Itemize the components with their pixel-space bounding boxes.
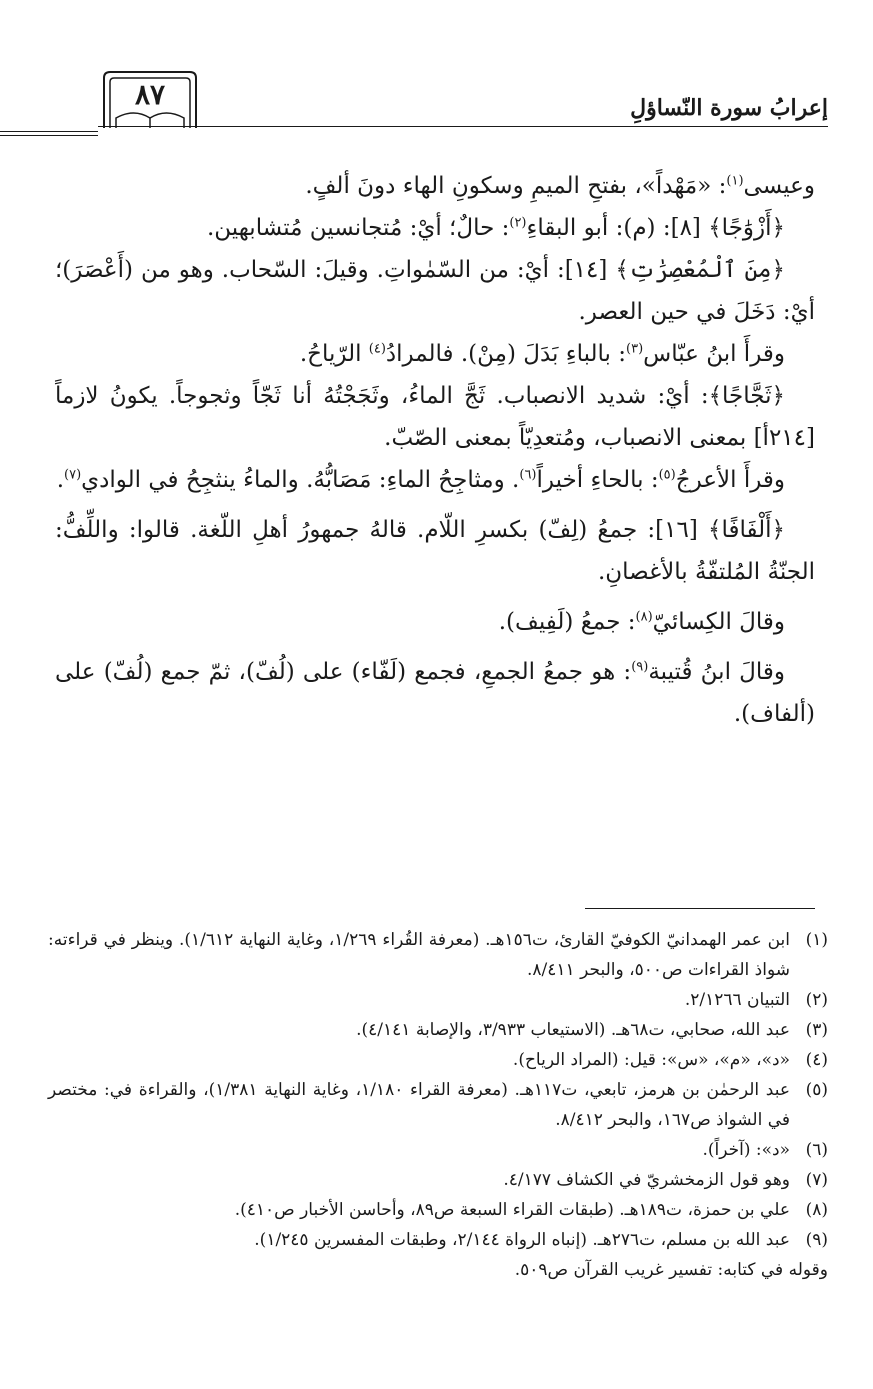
- footnote-number: (٩): [805, 1230, 828, 1250]
- text: وقرأَ ابنُ عبّاس: [643, 341, 785, 367]
- footnote-separator: [585, 908, 815, 909]
- footnote-ref: (٦): [519, 467, 537, 483]
- text: . ومثاجِحُ الماءِ: مَصَابُّهُ. والماءُ ينثجِحُ في الوادي: [81, 467, 520, 493]
- text: الرّياحُ.: [299, 341, 369, 367]
- page-number-frame: [100, 68, 200, 130]
- footnote-ref: (٨): [635, 609, 653, 625]
- footnote-7: [48, 1165, 828, 1195]
- footnote-number: (٢): [805, 990, 828, 1010]
- footnote-ref: (٣): [626, 341, 644, 357]
- paragraph-2: [55, 207, 815, 249]
- header-rule: [98, 126, 828, 127]
- footnote-ref: (٢): [509, 215, 527, 231]
- text: ﴿أَزْوَٰجًا﴾ [٨]: (م): أبو البقاءِ: [526, 215, 785, 241]
- paragraph-9: [55, 651, 815, 735]
- text: .: [56, 467, 65, 493]
- footnote-ref: (٥): [658, 467, 676, 483]
- text: : «مَهْداً»، بفتحِ الميمِ وسكونِ الهاء دونَ ألفٍ.: [305, 173, 727, 199]
- footnote-number: (٦): [805, 1140, 828, 1160]
- footnote-number: (٥): [805, 1080, 828, 1100]
- footnotes: [48, 925, 828, 1285]
- footnote-ref: (٩): [631, 659, 649, 675]
- footnote-number: (٣): [805, 1020, 828, 1040]
- footnote-text: ابن عمر الهمدانيّ الكوفيّ القارئ، ت١٥٦هـ. (معرفة القُراء ١/٢٦٩، وغاية النهاية ١/٦١٢). وينظر في قراءته: شواذ القراءات ص٥٠٠، والبحر ٨/٤١١.: [48, 930, 790, 980]
- text: وعيسى: [743, 173, 815, 199]
- text: وقالَ ابنُ قُتيبة: [648, 659, 786, 685]
- paragraph-8: [55, 601, 815, 643]
- footnote-text: عبد الله، صحابي، ت٦٨هـ. (الاستيعاب ٣/٩٣٣، والإصابة ٤/١٤١).: [356, 1020, 790, 1040]
- footnote-6: [48, 1135, 828, 1165]
- text: : بالباءِ بَدَلَ (مِنْ). فالمرادُ: [385, 341, 626, 367]
- footnote-5: [48, 1075, 828, 1135]
- page-number: ٨٧: [134, 78, 166, 111]
- footnote-ref: (١): [726, 173, 744, 189]
- footnote-number: (٤): [805, 1050, 828, 1070]
- footnote-9: [48, 1225, 828, 1255]
- paragraph-1: [55, 165, 815, 207]
- footnote-2: [48, 985, 828, 1015]
- text: ﴿أَلْفَافًا﴾ [١٦]: جمعُ (لِفّ) بكسرِ اللّام. قالهُ جمهورُ أهلِ اللّغة. قالوا: واللِّفُّ: الجنّةُ المُلتفّةُ بالأغصانِ.: [55, 517, 815, 585]
- text: : جمعُ (لَفِيف).: [498, 609, 636, 635]
- header-rule-left-lower: [0, 135, 98, 136]
- page-header: [0, 60, 873, 140]
- footnote-text: عبد الله بن مسلم، ت٢٧٦هـ. (إنباه الرواة ٢/١٤٤، وطبقات المفسرين ١/٢٤٥).: [254, 1230, 790, 1250]
- footnote-text: عبد الرحمٰن بن هرمز، تابعي، ت١١٧هـ. (معرفة القراء ١/١٨٠، وغاية النهاية ١/٣٨١)، والقراءة في: مختصر في الشواذ ص١٦٧، والبحر ٨/٤١٢.: [48, 1080, 790, 1130]
- footnote-text: وهو قول الزمخشريّ في الكشاف ٤/١٧٧.: [503, 1170, 790, 1190]
- footnote-continuation: وقوله في كتابه: تفسير غريب القرآن ص٥٠٩.: [514, 1260, 828, 1280]
- text: : حالٌ؛ أيْ: مُتجانسين مُتشابهين.: [206, 215, 510, 241]
- main-text: [55, 165, 815, 735]
- text: ﴿مِنَ ٱلْمُعْصِرَٰتِ﴾ [١٤]: أيْ: من السّمٰواتِ. وقيلَ: السّحاب. وهو من (أَعْصَرَ)؛ أيْ: دَخَلَ في حين العصر.: [55, 257, 815, 325]
- paragraph-6: [55, 459, 815, 501]
- footnote-text: التبيان ٢/١٢٦٦.: [684, 990, 790, 1010]
- footnote-4: [48, 1045, 828, 1075]
- text: وقالَ الكِسائيّ: [652, 609, 785, 635]
- footnote-number: (٨): [805, 1200, 828, 1220]
- header-rule-left-upper: [0, 131, 98, 132]
- footnote-1: [48, 925, 828, 985]
- footnote-3: [48, 1015, 828, 1045]
- footnote-number: (١): [805, 930, 828, 950]
- paragraph-7: [55, 509, 815, 593]
- paragraph-4: [55, 333, 815, 375]
- text: وقرأَ الأعرجُ: [675, 467, 785, 493]
- page-title: إعرابُ سورة النّساؤلِ: [630, 95, 828, 121]
- footnote-ref: (٧): [64, 467, 82, 483]
- footnote-text: «د»: (آخراً).: [702, 1140, 790, 1160]
- footnote-text: علي بن حمزة، ت١٨٩هـ. (طبقات القراء السبعة ص٨٩، وأحاسن الأخبار ص٤١٠).: [234, 1200, 790, 1220]
- text: ﴿ثَجَّاجًا﴾: أيْ: شديد الانصباب. ثَجَّ الماءُ، وثَجَجْتُهُ أنا ثَجّاً وثجوجاً. يكونُ لازماً [٢١٤أ] بمعنى الانصباب، ومُتعدِيّاً بمعنى الصّبّ.: [55, 383, 815, 451]
- footnote-ref: (٤): [368, 341, 386, 357]
- paragraph-5: [55, 375, 815, 459]
- text: : هو جمعُ الجمعِ، فجمع (لَفّاء) على (لُفّ)، ثمّ جمع (لُفّ) على (ألفاف).: [55, 659, 815, 727]
- text: : بالحاءِ أخيراً: [536, 467, 659, 493]
- paragraph-3: [55, 249, 815, 333]
- footnote-number: (٧): [805, 1170, 828, 1190]
- footnote-8: [48, 1195, 828, 1225]
- footnote-text: «د»، «م»، «س»: قيل: (المراد الرياح).: [512, 1050, 790, 1070]
